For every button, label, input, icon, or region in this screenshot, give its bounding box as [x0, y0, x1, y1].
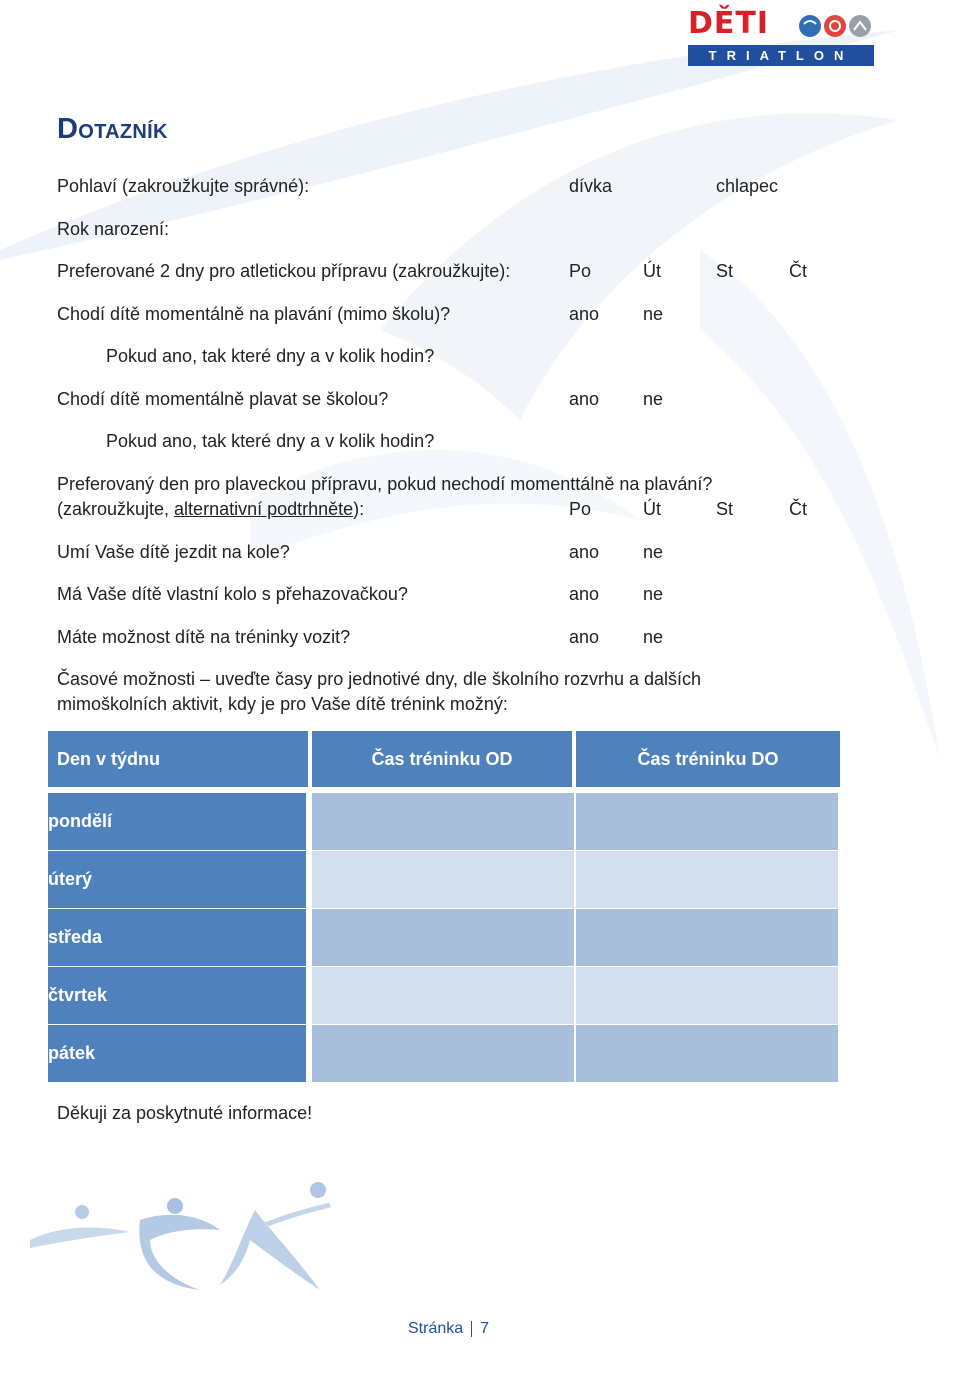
schedule-header-row — [48, 731, 840, 793]
page-footer — [408, 1320, 489, 1338]
footer-separator — [471, 1321, 472, 1337]
swim-pref-text-post: ): — [353, 499, 365, 519]
logo-text-deti: DĚTI — [688, 6, 770, 41]
swim-pref-question-line2 — [57, 497, 364, 521]
header-time-to: Čas tréninku DO — [576, 731, 840, 793]
bike-own-no[interactable]: ne — [643, 584, 664, 604]
transport-question: Máte možnost dítě na tréninky vozit? — [57, 627, 351, 647]
swim-pref-question-line1: Preferovaný den pro plaveckou přípravu, pokud nechodí momenttálně na plavání? — [57, 474, 713, 494]
logo-text-triatlon: TRIATLON — [688, 45, 874, 66]
schedule-table — [48, 731, 840, 1083]
time-to-cell[interactable] — [576, 967, 840, 1025]
time-from-cell[interactable] — [312, 793, 576, 851]
bike-own-yes[interactable]: ano — [569, 584, 600, 604]
swim-day-po[interactable]: Po — [569, 499, 592, 519]
time-to-cell[interactable] — [576, 793, 840, 851]
athletics-day-po[interactable]: Po — [569, 261, 592, 281]
time-to-cell[interactable] — [576, 1025, 840, 1083]
table-row — [48, 909, 840, 967]
table-row — [48, 1025, 840, 1083]
bike-ride-question: Umí Vaše dítě jezdit na kole? — [57, 542, 290, 562]
swim-school-question: Chodí dítě momentálně plavat se školou? — [57, 389, 389, 409]
transport-yes[interactable]: ano — [569, 627, 600, 647]
day-thursday: čtvrtek — [48, 967, 312, 1025]
header-time-from: Čas tréninku OD — [312, 731, 576, 793]
swim-day-ut[interactable]: Út — [643, 499, 661, 519]
sport-balls-icon — [798, 12, 876, 40]
time-from-cell[interactable] — [312, 1025, 576, 1083]
table-row — [48, 851, 840, 909]
time-note-line2: mimoškolních aktivit, kdy je pro Vaše dítě trénink možný: — [57, 694, 508, 714]
swim-school-no[interactable]: ne — [643, 389, 664, 409]
gender-option-boy[interactable]: chlapec — [716, 176, 779, 196]
table-row — [48, 967, 840, 1025]
athletics-day-ct[interactable]: Čt — [789, 261, 807, 281]
header-day: Den v týdnu — [48, 731, 312, 793]
swim-school-yes[interactable]: ano — [569, 389, 600, 409]
birth-year-question: Rok narození: — [57, 219, 170, 239]
page-title: Dotazník — [57, 113, 168, 145]
swim-now-no[interactable]: ne — [643, 304, 664, 324]
athletics-day-st[interactable]: St — [716, 261, 734, 281]
swim-pref-text-underlined: alternativní podtrhněte — [174, 499, 354, 519]
time-from-cell[interactable] — [312, 909, 576, 967]
deti-triatlon-logo — [688, 8, 876, 66]
time-from-cell[interactable] — [312, 851, 576, 909]
day-wednesday: středa — [48, 909, 312, 967]
swim-school-followup: Pokud ano, tak které dny a v kolik hodin? — [106, 431, 435, 451]
gender-option-girl[interactable]: dívka — [569, 176, 613, 196]
swim-now-question: Chodí dítě momentálně na plavání (mimo školu)? — [57, 304, 451, 324]
footer-label: Stránka — [408, 1320, 464, 1337]
time-from-cell[interactable] — [312, 967, 576, 1025]
time-to-cell[interactable] — [576, 909, 840, 967]
table-row — [48, 793, 840, 851]
transport-no[interactable]: ne — [643, 627, 664, 647]
bike-own-question: Má Vaše dítě vlastní kolo s přehazovačkou? — [57, 584, 408, 604]
thanks-text: Děkuji za poskytnuté informace! — [57, 1103, 313, 1123]
athletics-days-question: Preferované 2 dny pro atletickou přípravu (zakroužkujte): — [57, 261, 511, 281]
time-note-line1: Časové možnosti – uveďte časy pro jednotivé dny, dle školního rozvrhu a dalších — [57, 669, 702, 689]
swim-now-followup: Pokud ano, tak které dny a v kolik hodin? — [106, 346, 435, 366]
swim-day-ct[interactable]: Čt — [789, 499, 807, 519]
athletes-decoration — [20, 1170, 360, 1310]
day-tuesday: úterý — [48, 851, 312, 909]
bike-ride-yes[interactable]: ano — [569, 542, 600, 562]
day-monday: pondělí — [48, 793, 312, 851]
bike-ride-no[interactable]: ne — [643, 542, 664, 562]
swim-day-st[interactable]: St — [716, 499, 734, 519]
athletics-day-ut[interactable]: Út — [643, 261, 661, 281]
day-friday: pátek — [48, 1025, 312, 1083]
swim-pref-text-pre: (zakroužkujte, — [57, 499, 175, 519]
gender-question: Pohlaví (zakroužkujte správné): — [57, 176, 310, 196]
time-to-cell[interactable] — [576, 851, 840, 909]
page-number: 7 — [480, 1320, 490, 1337]
swim-now-yes[interactable]: ano — [569, 304, 600, 324]
